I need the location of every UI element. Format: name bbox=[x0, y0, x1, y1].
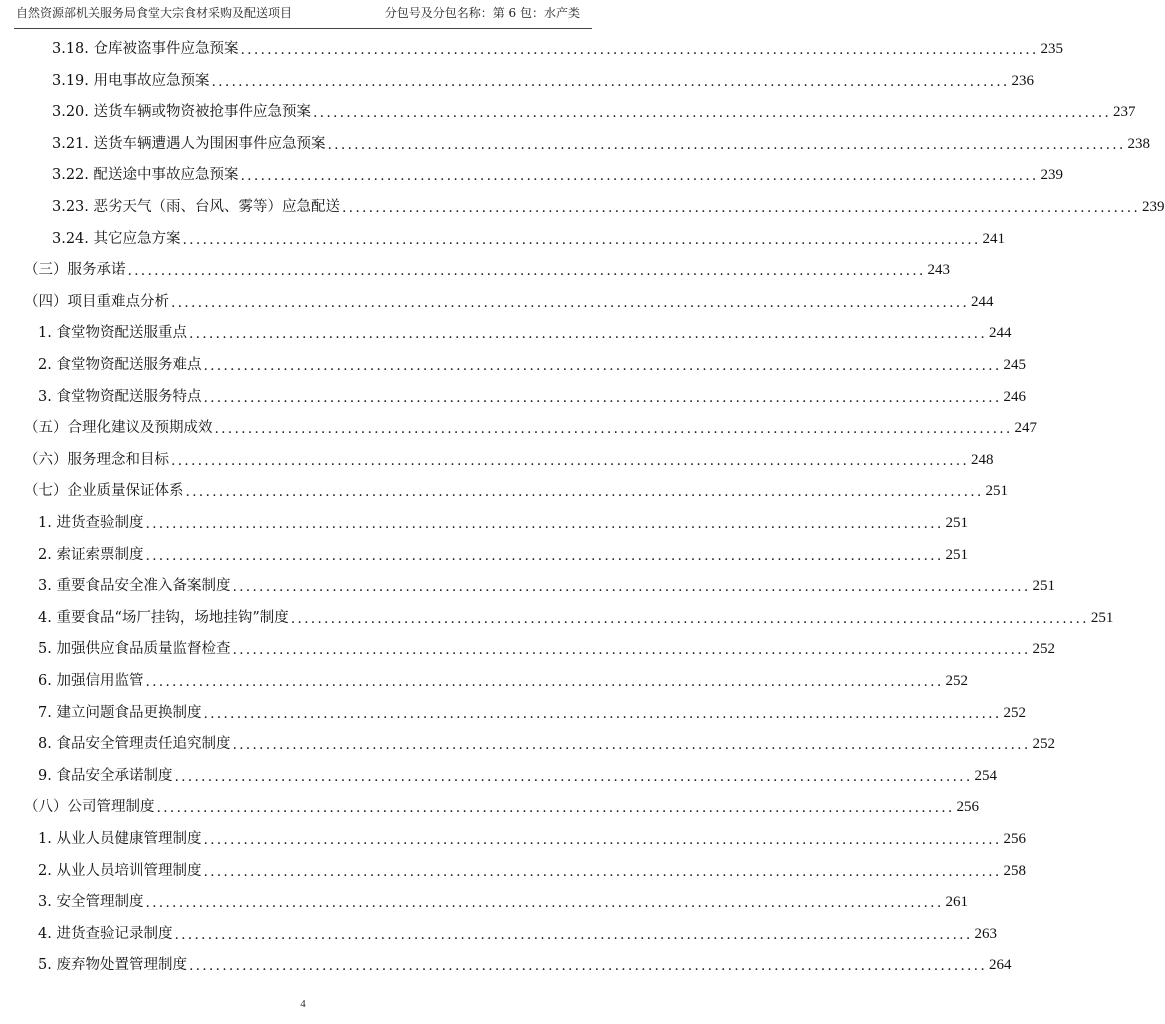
toc-entry-page: 251 bbox=[945, 515, 968, 531]
toc-entry[interactable] bbox=[52, 194, 1165, 216]
toc-dot-leader: ........................................................................................................................ bbox=[290, 610, 1089, 627]
toc-dot-leader: ........................................................................................................................ bbox=[171, 452, 970, 469]
toc-entry-title: （七）企业质量保证体系 bbox=[24, 483, 184, 500]
toc-entry-page: 256 bbox=[1003, 831, 1026, 847]
toc-entry-title: 5. 废弃物处置管理制度 bbox=[38, 957, 187, 974]
toc-entry[interactable] bbox=[38, 320, 1012, 343]
toc-entry-page: 251 bbox=[945, 546, 968, 563]
toc-entry-page: 264 bbox=[988, 957, 1012, 974]
toc-dot-leader: ........................................................................................................................ bbox=[182, 231, 981, 248]
toc-dot-leader: ........................................................................................................................ bbox=[174, 768, 973, 785]
toc-entry[interactable] bbox=[52, 226, 1006, 248]
toc-entry-page: 239 bbox=[1142, 199, 1165, 215]
toc-dot-leader: ........................................................................................................................ bbox=[327, 136, 1126, 153]
toc-entry[interactable] bbox=[38, 636, 1055, 659]
toc-entry-page: 252 bbox=[1032, 641, 1055, 658]
toc-entry-page: 245 bbox=[1003, 357, 1026, 373]
toc-entry-title: 2. 索证索票制度 bbox=[38, 546, 144, 563]
toc-entry-title: 3.24. 其它应急方案 bbox=[52, 230, 181, 247]
toc-entry-page: 235 bbox=[1040, 41, 1064, 57]
toc-dot-leader: ........................................................................................................................ bbox=[232, 737, 1031, 754]
toc-entry-title: 3.21. 送货车辆遭遇人为围困事件应急预案 bbox=[52, 135, 326, 152]
header-package-info: 分包号及分包名称：第 6 包：水产类 bbox=[384, 6, 580, 20]
toc-entry[interactable] bbox=[38, 668, 968, 690]
toc-dot-leader: ........................................................................................................................ bbox=[240, 42, 1039, 58]
toc-dot-leader: ........................................................................................................................ bbox=[342, 200, 1141, 216]
toc-dot-leader: ........................................................................................................................ bbox=[211, 73, 1010, 90]
toc-dot-leader: ........................................................................................................................ bbox=[188, 958, 987, 975]
toc-entry[interactable] bbox=[24, 257, 951, 280]
toc-entry-page: 251 bbox=[985, 483, 1009, 500]
toc-entry-title: 3.19. 用电事故应急预案 bbox=[52, 72, 210, 89]
toc-entry[interactable] bbox=[38, 731, 1055, 754]
toc-dot-leader: ........................................................................................................................ bbox=[145, 895, 944, 912]
toc-entry[interactable] bbox=[38, 921, 997, 943]
toc-entry[interactable] bbox=[38, 889, 968, 912]
toc-entry-title: 1. 从业人员健康管理制度 bbox=[38, 831, 202, 847]
toc-entry-title: 8. 食品安全管理责任追究制度 bbox=[38, 736, 231, 753]
toc-entry-page: 243 bbox=[927, 262, 951, 279]
toc-dot-leader: ........................................................................................................................ bbox=[203, 358, 1002, 374]
toc-entry-title: 3. 安全管理制度 bbox=[38, 894, 144, 911]
page-number: 4 bbox=[300, 998, 306, 1010]
toc-entry-title: （五）合理化建议及预期成效 bbox=[24, 420, 213, 437]
page-header bbox=[14, 0, 592, 29]
toc-entry[interactable] bbox=[52, 162, 1064, 185]
toc-entry-title: 3. 重要食品安全准入备案制度 bbox=[38, 578, 231, 595]
toc-entry[interactable] bbox=[52, 99, 1136, 122]
toc-dot-leader: ........................................................................................................................ bbox=[127, 263, 926, 280]
toc-entry-page: 238 bbox=[1127, 135, 1151, 152]
toc-entry[interactable] bbox=[38, 826, 1026, 848]
toc-dot-leader: ........................................................................................................................ bbox=[145, 547, 944, 564]
toc-dot-leader: ........................................................................................................................ bbox=[145, 516, 944, 532]
toc-entry[interactable] bbox=[24, 478, 1009, 501]
toc-entry-page: 248 bbox=[971, 451, 994, 468]
toc-entry[interactable] bbox=[24, 447, 994, 469]
toc-entry[interactable] bbox=[38, 763, 997, 785]
toc-entry-page: 244 bbox=[988, 325, 1012, 342]
toc-dot-leader: ........................................................................................................................ bbox=[174, 926, 973, 943]
toc-entry-title: （八）公司管理制度 bbox=[24, 799, 155, 816]
toc-dot-leader: ........................................................................................................................ bbox=[214, 421, 1013, 438]
toc-dot-leader: ........................................................................................................................ bbox=[145, 674, 944, 690]
toc-dot-leader: ........................................................................................................................ bbox=[313, 105, 1112, 122]
toc-entry-title: 2. 从业人员培训管理制度 bbox=[38, 862, 202, 879]
toc-entry-title: 1. 进货查验制度 bbox=[38, 515, 144, 531]
toc-entry-title: 2. 食堂物资配送服务难点 bbox=[38, 357, 202, 373]
toc-entry[interactable] bbox=[24, 415, 1038, 438]
toc-dot-leader: ........................................................................................................................ bbox=[188, 326, 987, 343]
toc-entry-page: 251 bbox=[1032, 578, 1055, 595]
toc-dot-leader: ........................................................................................................................ bbox=[232, 579, 1031, 596]
toc-entry[interactable] bbox=[52, 68, 1035, 90]
toc-entry[interactable] bbox=[24, 289, 994, 311]
toc-entry[interactable] bbox=[38, 384, 1026, 406]
toc-entry-title: 3.23. 恶劣天气（雨、台风、雾等）应急配送 bbox=[52, 199, 341, 215]
toc-entry-title: 3.20. 送货车辆或物资被抢事件应急预案 bbox=[52, 104, 312, 121]
toc-entry-title: 3. 食堂物资配送服务特点 bbox=[38, 388, 202, 405]
toc-entry-title: 4. 重要食品“场厂挂钩，场地挂钩”制度 bbox=[38, 609, 289, 626]
toc-dot-leader: ........................................................................................................................ bbox=[203, 832, 1002, 848]
toc-entry-page: 236 bbox=[1011, 72, 1035, 89]
toc-dot-leader: ........................................................................................................................ bbox=[240, 168, 1039, 185]
toc-entry-title: 5. 加强供应食品质量监督检查 bbox=[38, 641, 231, 658]
toc-entry-title: 9. 食品安全承诺制度 bbox=[38, 767, 173, 784]
toc-entry-page: 252 bbox=[1032, 736, 1055, 753]
toc-entry-title: 4. 进货查验记录制度 bbox=[38, 925, 173, 942]
toc-entry-page: 258 bbox=[1003, 862, 1026, 879]
toc-dot-leader: ........................................................................................................................ bbox=[156, 800, 955, 817]
toc-dot-leader: ........................................................................................................................ bbox=[185, 484, 984, 501]
toc-dot-leader: ........................................................................................................................ bbox=[203, 389, 1002, 406]
toc-entry-page: 239 bbox=[1040, 167, 1064, 184]
toc-entry[interactable] bbox=[24, 794, 980, 817]
toc-entry-title: 3.22. 配送途中事故应急预案 bbox=[52, 167, 239, 184]
toc-entry[interactable] bbox=[38, 573, 1055, 596]
toc-entry-page: 241 bbox=[982, 230, 1006, 247]
toc-entry-page: 263 bbox=[974, 925, 997, 942]
toc-entry-page: 254 bbox=[974, 767, 997, 784]
toc-entry-page: 237 bbox=[1113, 104, 1136, 121]
toc-entry-title: 7. 建立问题食品更换制度 bbox=[38, 704, 202, 721]
toc-entry-title: 3.18. 仓库被盗事件应急预案 bbox=[52, 41, 239, 57]
toc-entry[interactable] bbox=[52, 36, 1064, 58]
toc-entry[interactable] bbox=[38, 352, 1026, 374]
toc-dot-leader: ........................................................................................................................ bbox=[171, 294, 970, 311]
toc-entry-title: （六）服务理念和目标 bbox=[24, 451, 169, 468]
toc-entry-title: （三）服务承诺 bbox=[24, 262, 126, 279]
toc-entry[interactable] bbox=[38, 542, 968, 564]
toc-entry-title: 1. 食堂物资配送服重点 bbox=[38, 325, 187, 342]
toc-entry-page: 244 bbox=[971, 293, 994, 310]
toc-entry-page: 252 bbox=[945, 673, 968, 689]
toc-entry-page: 256 bbox=[956, 799, 980, 816]
toc-entry[interactable] bbox=[52, 131, 1151, 153]
toc-entry[interactable] bbox=[38, 700, 1026, 722]
toc-entry-page: 261 bbox=[945, 894, 968, 911]
toc-entry-page: 247 bbox=[1014, 420, 1038, 437]
toc-entry-page: 246 bbox=[1003, 388, 1026, 405]
toc-entry-title: （四）项目重难点分析 bbox=[24, 293, 169, 310]
toc-entry[interactable] bbox=[38, 858, 1026, 880]
header-project-title: 自然资源部机关服务局食堂大宗食材采购及配送项目 bbox=[16, 6, 293, 20]
toc-entry-page: 251 bbox=[1090, 609, 1114, 626]
toc-entry[interactable] bbox=[38, 952, 1012, 975]
toc-entry-title: 6. 加强信用监管 bbox=[38, 673, 144, 689]
toc-dot-leader: ........................................................................................................................ bbox=[203, 705, 1002, 722]
toc-dot-leader: ........................................................................................................................ bbox=[203, 863, 1002, 880]
toc-entry[interactable] bbox=[38, 510, 968, 532]
toc-entry-page: 252 bbox=[1003, 704, 1026, 721]
toc-entry[interactable] bbox=[38, 605, 1114, 627]
toc-dot-leader: ........................................................................................................................ bbox=[232, 642, 1031, 659]
